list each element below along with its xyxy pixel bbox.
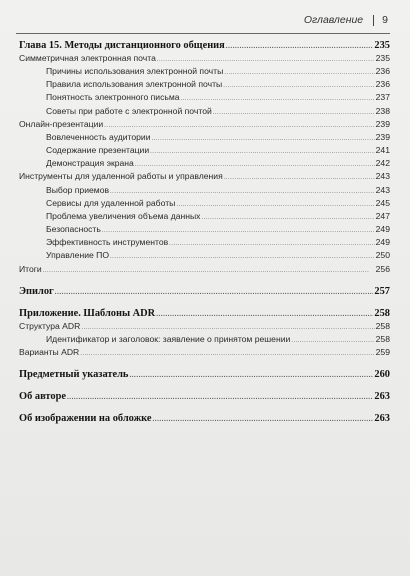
toc-entry-page: 238 (375, 105, 390, 116)
toc-subsection[interactable] (19, 211, 390, 224)
toc-section[interactable] (19, 264, 390, 277)
toc-entry-title: Симметричная электронная почта (19, 53, 156, 63)
toc-entry-title: Управление ПО (46, 250, 110, 261)
toc-entry-title: Безопасность (46, 224, 101, 235)
dot-leader (213, 106, 375, 119)
toc-entry-page: 242 (375, 158, 390, 169)
toc-entry-page: 249 (375, 237, 390, 248)
dot-leader (224, 171, 375, 184)
toc-entry-title: Структура ADR (19, 320, 81, 331)
dot-leader (201, 211, 374, 224)
toc-section[interactable] (19, 347, 390, 360)
dot-leader (80, 347, 374, 360)
dot-leader (181, 92, 375, 105)
toc-appendix[interactable] (19, 307, 390, 321)
toc-entry-page: 235 (375, 53, 390, 63)
dot-leader (102, 224, 375, 237)
spacer (19, 299, 390, 307)
toc-entry-title: Эффективность инструментов (46, 237, 169, 248)
toc-entry-title: Эпилог (19, 285, 54, 297)
toc-section[interactable] (19, 321, 390, 334)
toc-epilog[interactable] (19, 285, 390, 299)
toc-entry-page: 263 (374, 391, 390, 403)
toc-subsection[interactable] (19, 145, 390, 158)
dot-leader (104, 119, 374, 132)
toc-subsection[interactable] (19, 250, 390, 263)
dot-leader (291, 334, 374, 347)
header-rule (16, 33, 390, 34)
toc-entry-title: Сервисы для удаленной работы (46, 197, 176, 208)
toc-entry-title: Советы при работе с электронной почтой (46, 105, 212, 116)
toc-entry-page: 243 (375, 171, 390, 182)
toc-entry-page: 263 (374, 413, 390, 425)
running-header-section: Оглавление (303, 14, 364, 26)
dot-leader (150, 145, 375, 158)
toc-entry-page: 241 (375, 145, 390, 156)
dot-leader (169, 237, 374, 250)
toc-entry-title: Правила использования электронной почты (46, 79, 223, 90)
toc-entry-page: 236 (375, 66, 390, 77)
toc-entry-title: Об изображении на обложке (19, 413, 152, 425)
toc-about-author[interactable] (19, 390, 390, 404)
toc-entry-title: Итоги (19, 263, 42, 274)
spacer (19, 404, 390, 412)
dot-leader (157, 53, 375, 66)
spacer (19, 360, 390, 368)
toc-subsection[interactable] (19, 334, 390, 347)
dot-leader (176, 198, 374, 211)
toc-entry-title: Понятность электронного письма (46, 92, 180, 103)
toc-section[interactable] (19, 119, 390, 132)
spacer (19, 277, 390, 285)
toc-entry-page: 239 (375, 131, 390, 142)
toc-about-cover[interactable] (19, 412, 390, 426)
toc-entry-title: Об авторе (19, 391, 66, 403)
header-separator (373, 15, 374, 26)
toc-subsection[interactable] (19, 66, 390, 79)
toc-subsection[interactable] (19, 237, 390, 250)
toc-entry-title: Проблема увеличения объема данных (46, 210, 201, 221)
toc-subsection[interactable] (19, 79, 390, 92)
dot-leader (152, 132, 375, 145)
toc-entry-page: 236 (375, 79, 390, 90)
dot-leader (110, 185, 375, 198)
toc-entry-page: 260 (374, 369, 390, 381)
toc-section[interactable] (19, 171, 390, 184)
toc-subsection[interactable] (19, 92, 390, 105)
toc-entry-page: 259 (375, 346, 390, 357)
dot-leader (81, 321, 374, 334)
dot-leader (43, 264, 375, 277)
toc-subsection[interactable] (19, 185, 390, 198)
toc-entry-page: 235 (374, 40, 390, 51)
toc-entry-page: 247 (375, 210, 390, 221)
toc-entry-title: Варианты ADR (19, 346, 80, 357)
toc-entry-page: 256 (375, 263, 390, 274)
toc-chapter-15[interactable] (19, 39, 390, 53)
dot-leader (55, 285, 374, 299)
toc-entry-page: 237 (375, 92, 390, 103)
toc-subsection[interactable] (19, 198, 390, 211)
toc-entry-page: 243 (375, 184, 390, 195)
toc-entry-title: Идентификатор и заголовок: заявление о принятом решении (46, 333, 291, 344)
dot-leader (226, 39, 374, 53)
dot-leader (223, 79, 374, 92)
table-of-contents (19, 39, 390, 426)
toc-entry-page: 245 (375, 197, 390, 208)
toc-entry-title: Приложение. Шаблоны ADR (19, 307, 156, 319)
toc-entry-page: 250 (375, 250, 390, 261)
toc-entry-page: 258 (374, 307, 390, 319)
dot-leader (67, 390, 373, 404)
toc-subsection[interactable] (19, 224, 390, 237)
page-number: 9 (382, 14, 388, 26)
toc-entry-title: Вовлеченность аудитории (46, 131, 151, 142)
toc-entry-title: Предметный указатель (19, 369, 129, 381)
toc-entry-title: Онлайн-презентации (19, 118, 104, 129)
dot-leader (224, 66, 374, 79)
dot-leader (135, 158, 375, 171)
dot-leader (110, 250, 375, 263)
toc-entry-page: 239 (375, 118, 390, 129)
toc-entry-page: 258 (375, 320, 390, 331)
toc-entry-page: 249 (375, 224, 390, 235)
toc-subsection[interactable] (19, 106, 390, 119)
toc-index[interactable] (19, 368, 390, 382)
toc-entry-title: Причины использования электронной почты (46, 66, 224, 77)
toc-entry-title: Глава 15. Методы дистанционного общения (19, 40, 225, 51)
toc-section[interactable] (19, 53, 390, 66)
toc-entry-title: Демонстрация экрана (46, 158, 134, 169)
toc-entry-title: Выбор приемов (46, 184, 110, 195)
toc-entry-title: Содержание презентации (46, 145, 150, 156)
toc-subsection[interactable] (19, 158, 390, 171)
running-header (304, 14, 388, 26)
toc-entry-title: Инструменты для удаленной работы и управления (19, 171, 223, 182)
toc-entry-page: 257 (374, 285, 390, 297)
spacer (19, 382, 390, 390)
toc-subsection[interactable] (19, 132, 390, 145)
dot-leader (156, 307, 373, 321)
dot-leader (129, 368, 373, 382)
toc-entry-page: 258 (375, 333, 390, 344)
dot-leader (152, 412, 373, 426)
